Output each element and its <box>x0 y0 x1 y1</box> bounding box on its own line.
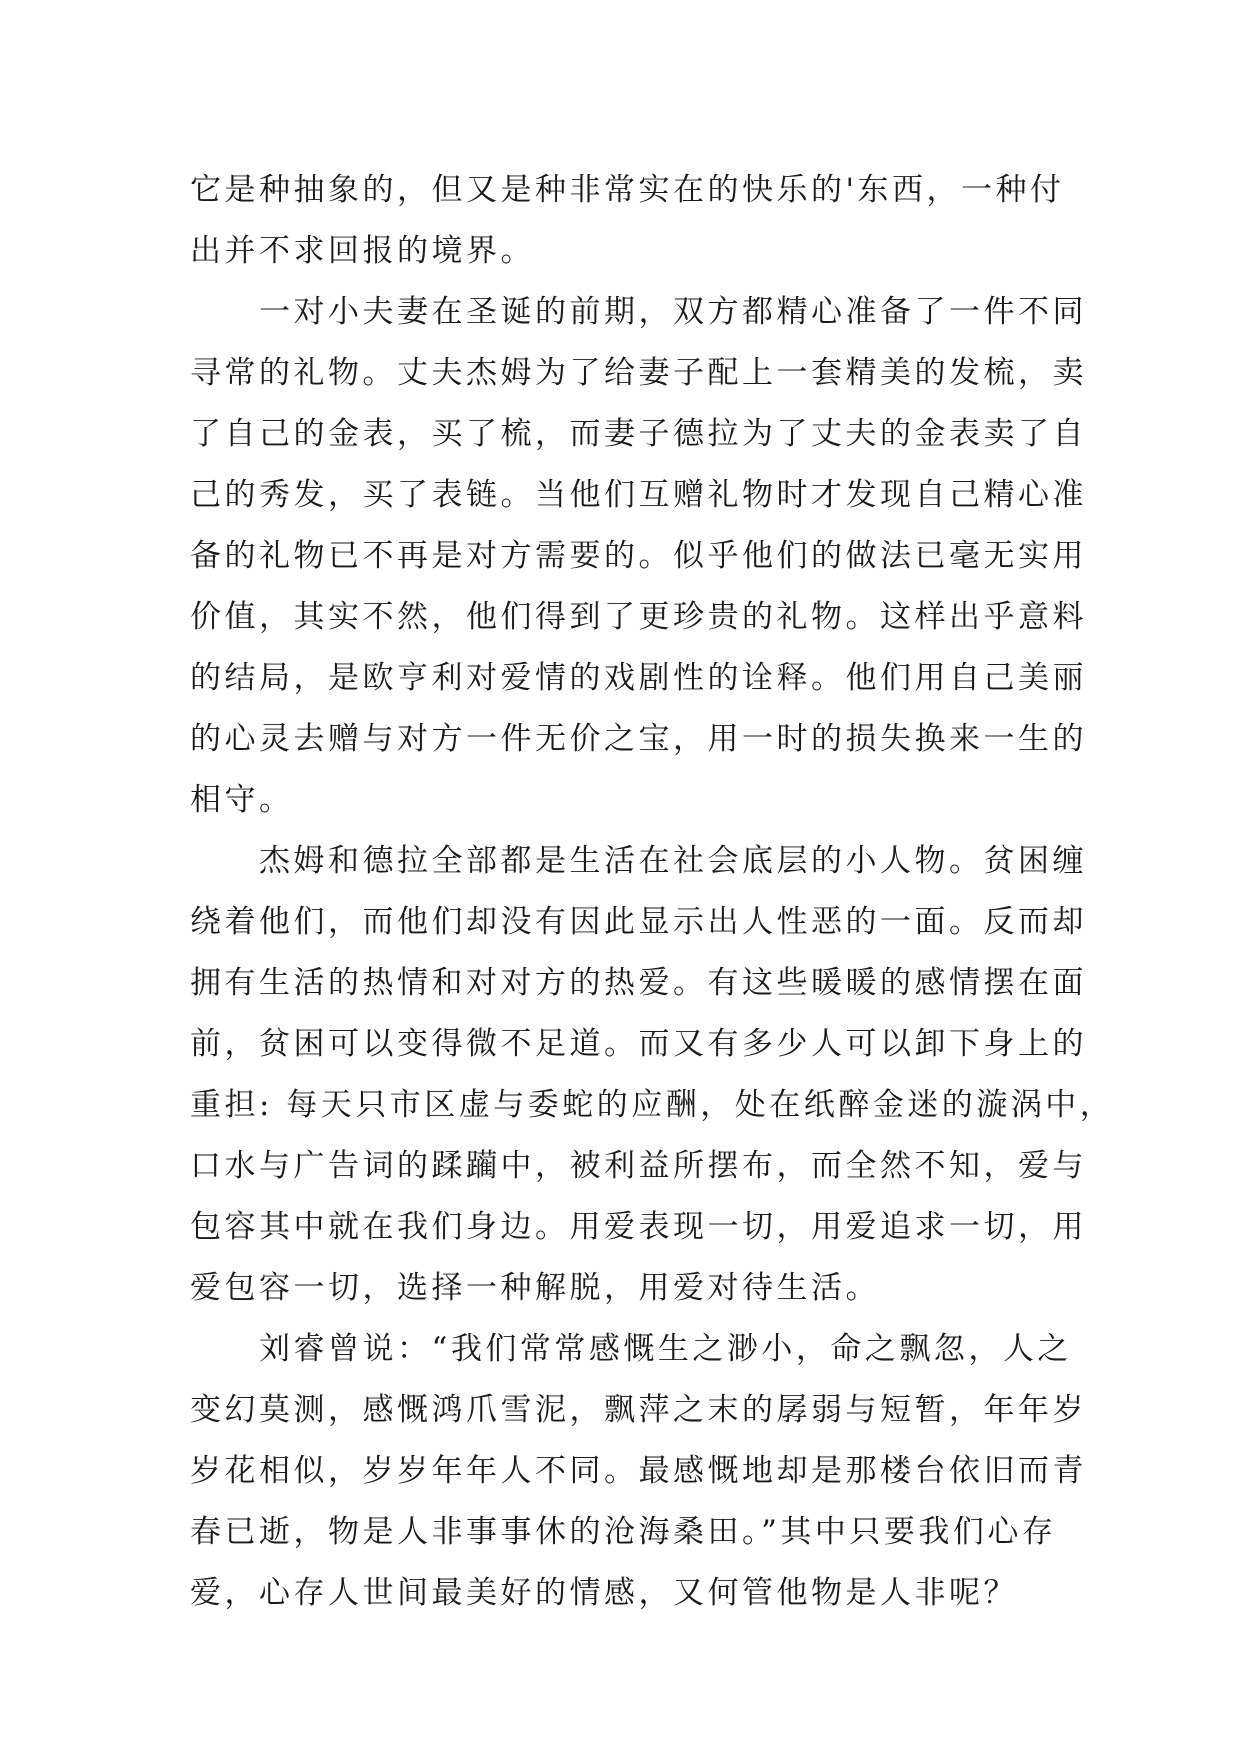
text-line: 重担: 每天只市区虚与委蛇的应酬，处在纸醉金迷的漩涡中， <box>190 1087 1115 1123</box>
text-line: 包容其中就在我们身边。用爱表现一切，用爱追求一切，用 <box>190 1209 1087 1245</box>
text-line: 前，贫困可以变得微不足道。而又有多少人可以卸下身上的 <box>190 1026 1087 1062</box>
text-line: 备的礼物已不再是对方需要的。似乎他们的做法已毫无实用 <box>190 538 1087 574</box>
document-body <box>190 160 1115 1624</box>
text-line: 变幻莫测，感慨鸿爪雪泥，飘萍之末的孱弱与短暂，年年岁 <box>190 1392 1087 1428</box>
text-line: 一对小夫妻在圣诞的前期，双方都精心准备了一件不同 <box>190 294 1087 330</box>
text-line: 价值，其实不然，他们得到了更珍贵的礼物。这样出乎意料 <box>190 599 1087 635</box>
text-line: 口水与广告词的蹂躏中，被利益所摆布，而全然不知，爱与 <box>190 1148 1087 1184</box>
text-line: 相守。 <box>190 782 294 818</box>
text-line: 春已逝，物是人非事事休的沧海桑田。”其中只要我们心存 <box>190 1514 1057 1550</box>
text-line: 出并不求回报的境界。 <box>190 233 535 269</box>
text-line: 刘睿曾说：“我们常常感慨生之渺小，命之飘忽，人之 <box>190 1331 1072 1367</box>
text-line: 的心灵去赠与对方一件无价之宝，用一时的损失换来一生的 <box>190 721 1087 757</box>
text-line: 爱，心存人世间最美好的情感，又何管他物是人非呢？ <box>190 1575 1018 1611</box>
text-line: 它是种抽象的，但又是种非常实在的快乐的'东西，一种付 <box>190 172 1065 208</box>
text-line: 己的秀发，买了表链。当他们互赠礼物时才发现自己精心准 <box>190 477 1087 513</box>
paragraph-3 <box>190 831 1115 1319</box>
paragraph-2 <box>190 282 1087 831</box>
paragraph-1 <box>190 160 1070 282</box>
text-line: 爱包容一切，选择一种解脱，用爱对待生活。 <box>190 1270 880 1306</box>
text-line: 绕着他们，而他们却没有因此显示出人性恶的一面。反而却 <box>190 904 1087 940</box>
text-line: 拥有生活的热情和对对方的热爱。有这些暖暖的感情摆在面 <box>190 965 1087 1001</box>
text-line: 寻常的礼物。丈夫杰姆为了给妻子配上一套精美的发梳，卖 <box>190 355 1087 391</box>
text-line: 杰姆和德拉全部都是生活在社会底层的小人物。贫困缠 <box>190 843 1087 879</box>
text-line: 的结局，是欧亨利对爱情的戏剧性的诠释。他们用自己美丽 <box>190 660 1087 696</box>
text-line: 岁花相似，岁岁年年人不同。最感慨地却是那楼台依旧而青 <box>190 1453 1087 1489</box>
paragraph-4 <box>190 1319 1087 1624</box>
text-line: 了自己的金表，买了梳，而妻子德拉为了丈夫的金表卖了自 <box>190 416 1087 452</box>
